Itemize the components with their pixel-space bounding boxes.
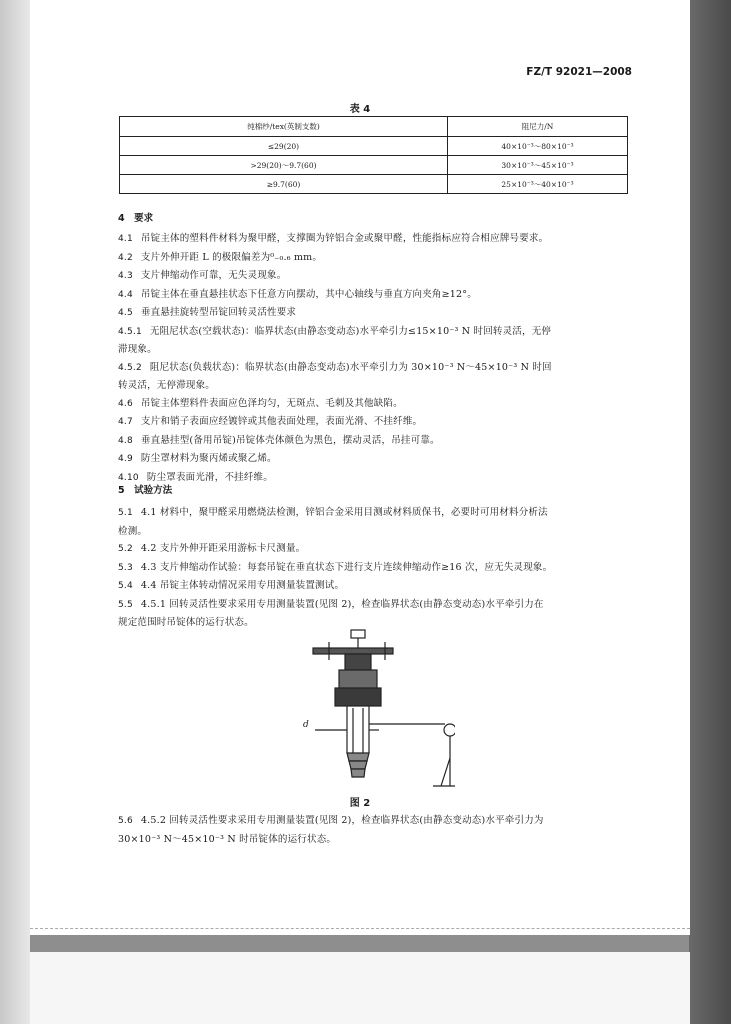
clause: 4.1 吊锭主体的塑料件材料为聚甲醛，支撑圈为锌铝合金或聚甲醛，性能指标应符合相应牌号要求。 — [118, 233, 549, 244]
figure-2-diagram — [295, 628, 455, 788]
table-cell: >29(20)～9.7(60) — [120, 156, 448, 175]
table-cell: 30×10⁻³～45×10⁻³ — [448, 156, 628, 175]
clause: 4.5.2 阻尼状态(负载状态)：临界状态(由静态变动态)水平牵引力为 30×10⁻³ N～45×10⁻³ N 时回 — [118, 361, 552, 373]
table-row — [120, 156, 628, 175]
clause: 4.9 防尘罩材料为聚丙烯或聚乙烯。 — [118, 453, 277, 464]
scan-left-edge — [0, 0, 30, 1024]
standard-number: FZ/T 92021—2008 — [526, 66, 632, 78]
document-page — [30, 0, 690, 935]
clause: 4.5 垂直悬挂旋转型吊锭回转灵活性要求 — [118, 307, 297, 318]
figure-caption: 图 2 — [349, 798, 371, 809]
clause: 5.3 4.3 支片伸缩动作试验：每套吊锭在垂直状态下进行支片连续伸缩动作≥16 次，应无失灵现象。 — [118, 561, 553, 573]
clause: 5.2 4.2 支片外伸开距采用游标卡尺测量。 — [118, 543, 306, 554]
clause: 5.5 4.5.1 回转灵活性要求采用专用测量装置(见图 2)，检查临界状态(由静态变动态)水平牵引力在 — [118, 598, 544, 610]
clause-continuation: 检测。 — [118, 525, 148, 537]
table-cell: ≤29(20) — [120, 137, 448, 156]
section-5-heading: 5 试验方法 — [118, 485, 173, 496]
table-cell: 40×10⁻³～80×10⁻³ — [448, 137, 628, 156]
clause: 4.6 吊锭主体塑料件表面应色泽均匀，无斑点、毛刺及其他缺陷。 — [118, 397, 403, 409]
top-cap — [351, 630, 365, 638]
support-bracket — [313, 648, 393, 654]
table-cell: ≥9.7(60) — [120, 175, 448, 194]
clause: 4.10 防尘罩表面光滑，不挂纤维。 — [118, 471, 273, 483]
clause: 5.6 4.5.2 回转灵活性要求采用专用测量装置(见图 2)，检查临界状态(由静态变动态)水平牵引力为 — [118, 815, 544, 826]
table-4 — [119, 116, 628, 194]
clause: 4.5.1 无阻尼状态(空载状态)：临界状态(由静态变动态)水平牵引力≤15×10⁻³ N 时回转灵活，无停 — [118, 325, 552, 337]
clause: 4.8 垂直悬挂型(备用吊锭)吊锭体壳体颜色为黑色，摆动灵活，吊挂可靠。 — [118, 434, 440, 446]
next-page-preview — [30, 952, 690, 1024]
clause: 4.4 吊锭主体在垂直悬挂状态下任意方向摆动，其中心轴线与垂直方向夹角≥12°。 — [118, 288, 477, 300]
pulley — [444, 724, 455, 736]
page-bottom-border — [30, 928, 690, 933]
clause: 5.1 4.1 材料中，聚甲醛采用燃烧法检测，锌铝合金采用目测或材料质保书，必要时可用材料分析法 — [118, 507, 548, 518]
scan-right-edge — [689, 0, 731, 1024]
table-header-row — [120, 117, 628, 137]
table-header-cell: 纯棉纱/tex(英制支数) — [120, 117, 448, 137]
clause-continuation: 规定范围时吊锭体的运行状态。 — [118, 617, 254, 628]
clause: 5.4 4.4 吊锭主体转动情况采用专用测量装置测试。 — [118, 580, 345, 591]
table-row — [120, 137, 628, 156]
table-cell: 25×10⁻³～40×10⁻³ — [448, 175, 628, 194]
dimension-label: d — [303, 720, 309, 730]
table-row — [120, 175, 628, 194]
clause-continuation: 30×10⁻³ N～45×10⁻³ N 时吊锭体的运行状态。 — [118, 833, 337, 845]
clause: 4.7 支片和销子表面应经镀锌或其他表面处理，表面光滑、不挂纤维。 — [118, 416, 423, 427]
clause-continuation: 滞现象。 — [118, 344, 157, 355]
table-title: 表 4 — [349, 104, 371, 115]
clause: 4.3 支片伸缩动作可靠，无失灵现象。 — [118, 270, 287, 281]
section-4-heading: 4 要求 — [118, 213, 154, 224]
section-5-6-body — [118, 812, 633, 848]
clause: 4.2 支片外伸开距 L 的极限偏差为⁰₋₀.₆ mm。 — [118, 251, 323, 263]
table-header-cell: 阻尼力/N — [448, 117, 628, 137]
clause-continuation: 转灵活，无停滞现象。 — [118, 380, 216, 391]
section-4-body — [118, 230, 633, 487]
section-5-body — [118, 504, 633, 632]
